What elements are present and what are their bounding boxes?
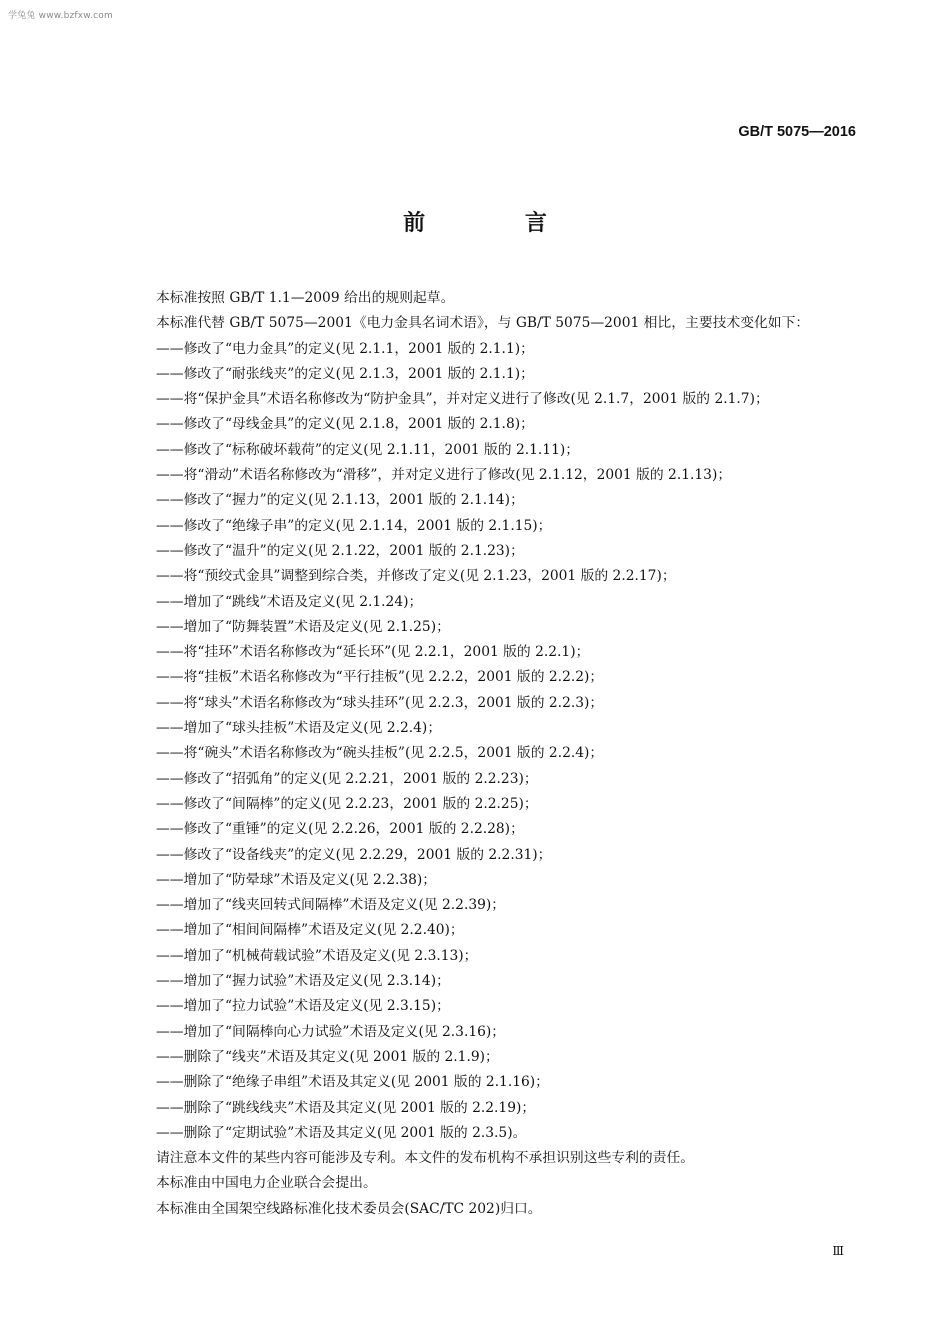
change-item: ——修改了“重锤”的定义(见 2.2.26，2001 版的 2.2.28)； (156, 821, 524, 838)
change-item: ——将“保护金具”术语名称修改为“防护金具”，并对定义进行了修改(见 2.1.7，2001 版的 2.1.7)； (156, 391, 769, 408)
change-item: ——修改了“招弧角”的定义(见 2.2.21，2001 版的 2.2.23)； (156, 770, 538, 787)
change-item: ——增加了“防舞装置”术语及定义(见 2.1.25)； (156, 618, 450, 635)
change-item: ——修改了“耐张线夹”的定义(见 2.1.3，2001 版的 2.1.1)； (156, 365, 534, 382)
document-body (124, 286, 856, 1222)
change-item: ——修改了“设备线夹”的定义(见 2.2.29，2001 版的 2.2.31)； (156, 846, 552, 863)
changes-list (124, 337, 856, 1147)
change-item: ——删除了“线夹”术语及其定义(见 2001 版的 2.1.9)； (156, 1048, 499, 1065)
page-number: Ⅲ (832, 1244, 844, 1258)
change-item: ——增加了“机械荷载试验”术语及定义(见 2.3.13)； (156, 947, 478, 964)
change-item: ——将“挂环”术语名称修改为“延长环”(见 2.2.1，2001 版的 2.2.1)； (156, 644, 590, 661)
change-item: ——删除了“定期试验”术语及其定义(见 2001 版的 2.3.5)。 (156, 1124, 527, 1141)
change-item: ——修改了“温升”的定义(见 2.1.22，2001 版的 2.1.23)； (156, 542, 524, 559)
change-item: ——修改了“母线金具”的定义(见 2.1.8，2001 版的 2.1.8)； (156, 416, 534, 433)
standard-code: GB/T 5075—2016 (738, 124, 856, 140)
change-item: ——修改了“电力金具”的定义(见 2.1.1，2001 版的 2.1.1)； (156, 340, 534, 357)
change-item: ——将“碗头”术语名称修改为“碗头挂板”(见 2.2.5，2001 版的 2.2.4)； (156, 745, 604, 762)
committee-statement: 本标准由全国架空线路标准化技术委员会(SAC/TC 202)归口。 (156, 1200, 542, 1217)
change-item: ——将“预绞式金具”调整到综合类，并修改了定义(见 2.1.23，2001 版的 2.2.17)； (156, 568, 676, 585)
page-title: 前 言 (403, 210, 593, 236)
change-item: ——将“球头”术语名称修改为“球头挂环”(见 2.2.3，2001 版的 2.2.3)； (156, 694, 604, 711)
watermark-text: 学兔兔 www.bzfxw.com (8, 11, 113, 21)
change-item: ——增加了“间隔棒向心力试验”术语及定义(见 2.3.16)； (156, 1023, 506, 1040)
change-item: ——删除了“绝缘子串组”术语及其定义(见 2001 版的 2.1.16)； (156, 1074, 549, 1091)
change-item: ——修改了“间隔棒”的定义(见 2.2.23，2001 版的 2.2.25)； (156, 795, 538, 812)
change-item: ——将“滑动”术语名称修改为“滑移”，并对定义进行了修改(见 2.1.12，2001 版的 2.1.13)； (156, 467, 732, 484)
change-item: ——修改了“握力”的定义(见 2.1.13，2001 版的 2.1.14)； (156, 492, 524, 509)
patent-notice: 请注意本文件的某些内容可能涉及专利。本文件的发布机构不承担识别这些专利的责任。 (156, 1150, 695, 1167)
change-item: ——删除了“跳线线夹”术语及其定义(见 2001 版的 2.2.19)； (156, 1099, 536, 1116)
change-item: ——修改了“绝缘子串”的定义(见 2.1.14，2001 版的 2.1.15)； (156, 517, 552, 534)
change-item: ——增加了“拉力试验”术语及定义(见 2.3.15)； (156, 998, 450, 1015)
change-item: ——将“挂板”术语名称修改为“平行挂板”(见 2.2.2，2001 版的 2.2.2)； (156, 669, 604, 686)
change-item: ——修改了“标称破坏载荷”的定义(见 2.1.11，2001 版的 2.1.11)； (156, 441, 580, 458)
change-item: ——增加了“防晕球”术语及定义(见 2.2.38)； (156, 871, 437, 888)
intro-paragraph: 本标准代替 GB/T 5075—2001《电力金具名词术语》，与 GB/T 5075—2001 相比，主要技术变化如下： (156, 315, 810, 332)
change-item: ——增加了“相间间隔棒”术语及定义(见 2.2.40)； (156, 922, 464, 939)
intro-paragraph: 本标准按照 GB/T 1.1—2009 给出的规则起草。 (156, 290, 455, 306)
proposer-statement: 本标准由中国电力企业联合会提出。 (156, 1175, 377, 1192)
change-item: ——增加了“线夹回转式间隔棒”术语及定义(见 2.2.39)； (156, 897, 506, 914)
change-item: ——增加了“球头挂板”术语及定义(见 2.2.4)； (156, 720, 442, 737)
change-item: ——增加了“跳线”术语及定义(见 2.1.24)； (156, 593, 423, 610)
change-item: ——增加了“握力试验”术语及定义(见 2.3.14)； (156, 973, 450, 990)
